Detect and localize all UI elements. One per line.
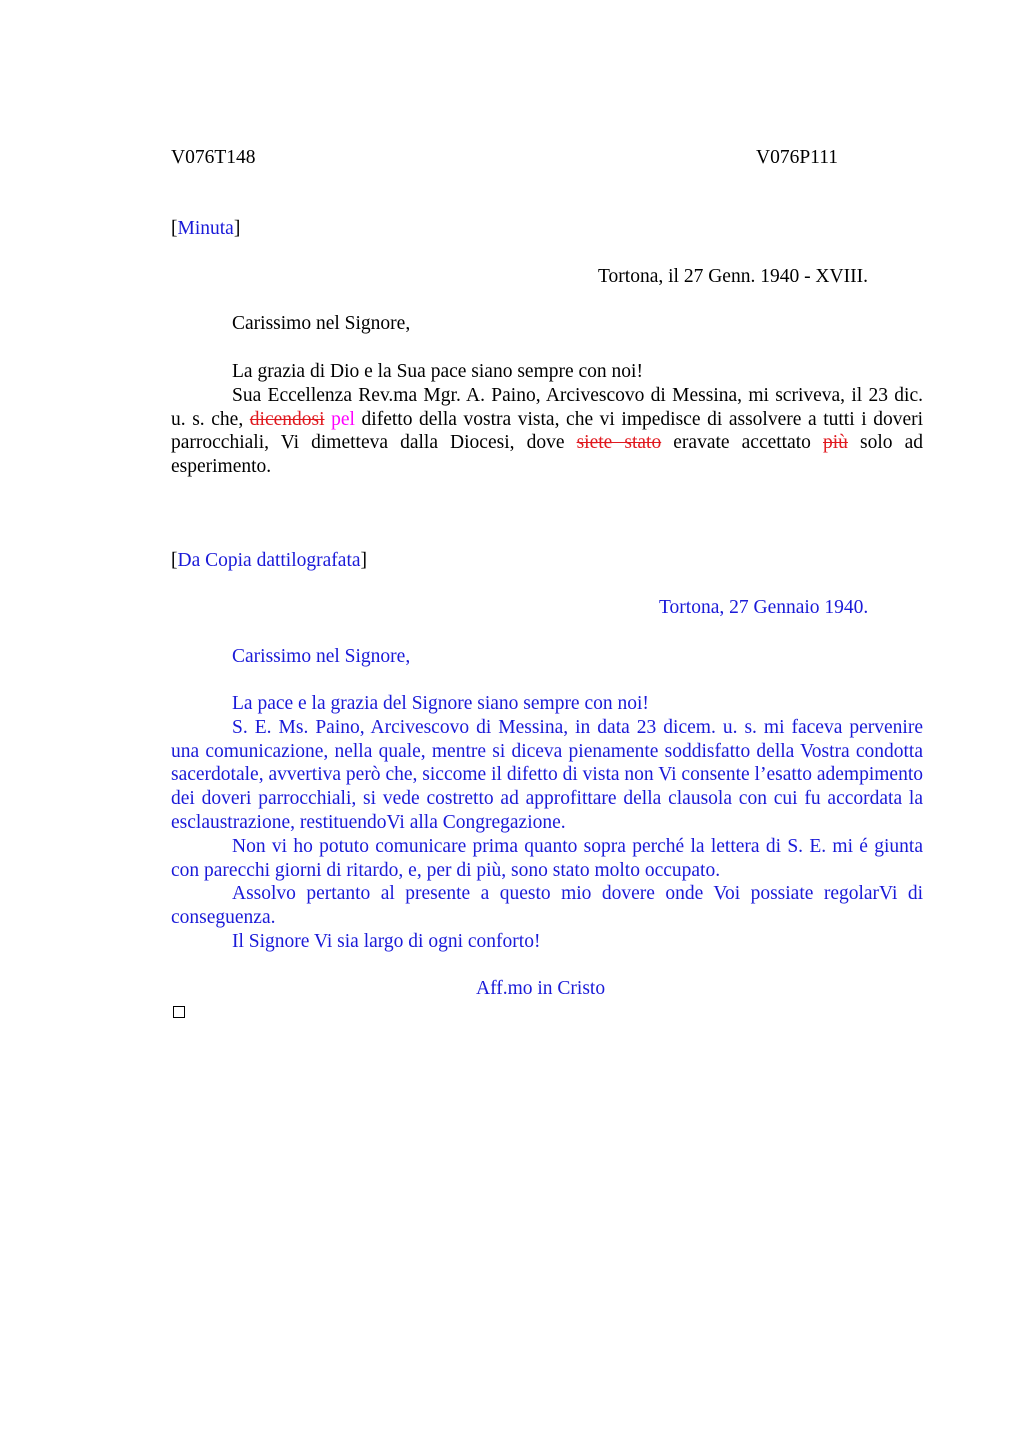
section-label-text: Minuta: [177, 218, 234, 239]
salutation: Carissimo nel Signore,: [232, 313, 411, 334]
copia-paragraph-2: Non vi ho potuto comunicare prima quanto sopra perché la lettera di S. E. mi é giunta con parecchi giorni di ritardo, e, per di più, sono stato molto occupato.: [171, 836, 923, 881]
copia-greeting: La pace e la grazia del Signore siano sempre con noi!: [232, 693, 649, 714]
greeting: La grazia di Dio e la Sua pace siano sempre con noi!: [232, 361, 643, 382]
body-text: Sua Eccellenza Rev.ma Mgr. A. Paino, Arcivescovo di Messina, mi scriveva, il 23 dic. u. s. che,: [171, 385, 923, 430]
deleted-word: più: [823, 432, 848, 454]
minuta-body: [171, 384, 923, 479]
copia-salutation: Carissimo nel Signore,: [232, 646, 411, 667]
body-text: eravate accettato: [673, 432, 811, 454]
deleted-word: siete stato: [576, 432, 662, 454]
deleted-word: dicendosi: [249, 408, 325, 430]
document-code-right: V076P111: [756, 147, 838, 168]
body-text: solo ad esperimento.: [171, 432, 923, 478]
body-text: difetto della vostra vista, che vi impedisce di assolvere a tutti i doveri parrocchiali, Vi dimetteva dalla Diocesi, dove: [171, 408, 924, 454]
closing: Aff.mo in Cristo: [476, 978, 606, 999]
copia-paragraph-3: Assolvo pertanto al presente a questo mio dovere onde Voi possiate regolarVi di conseguenza.: [171, 883, 923, 928]
copia-date: Tortona, 27 Gennaio 1940.: [659, 597, 869, 618]
document-code-left: V076T148: [171, 147, 256, 168]
section-label-copia: [Da Copia dattilografata]: [171, 550, 368, 571]
copia-paragraph-4: Il Signore Vi sia largo di ogni conforto!: [232, 931, 541, 952]
letter-date: Tortona, il 27 Genn. 1940 - XVIII.: [598, 266, 868, 287]
section-label-minuta: [Minuta]: [171, 218, 241, 239]
copia-paragraph-1: S. E. Ms. Paino, Arcivescovo di Messina, in data 23 dicem. u. s. mi faceva pervenire una comunicazione, nella quale, mentre si diceva pienamente soddisfatto della Vostra condotta sacerdotale, avvertiva però che, siccome il difetto di vista non Vi consente l’esatto adempimento dei doveri parrocchiali, si vede costretto ad approfittare della clausola con cui fu accordata la esclaustrazione, restituendoVi alla Congregazione.: [171, 717, 923, 833]
section-label-text: Da Copia dattilografata: [177, 550, 361, 571]
inserted-word: pel: [331, 408, 355, 430]
checkbox-icon: [173, 1006, 185, 1018]
